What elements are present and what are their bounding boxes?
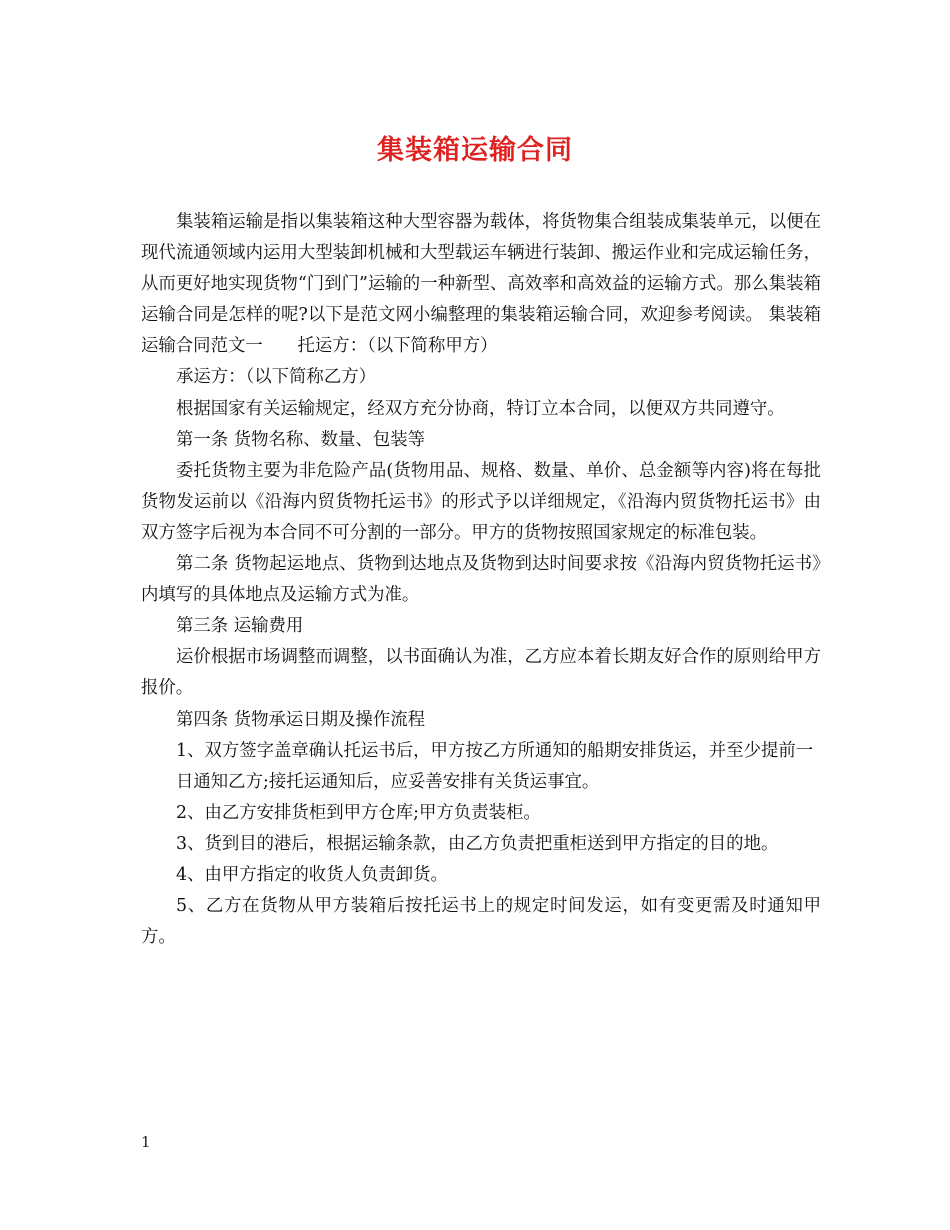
page-number: 1 [141,1133,151,1151]
article-3-body: 运价根据市场调整而调整，以书面确认为准，乙方应本着长期友好合作的原则给甲方报价。 [141,647,821,699]
paragraph-intro: 集装箱运输是指以集装箱这种大型容器为载体，将货物集合组装成集装单元，以便在现代流通领域内运用大型装卸机械和大型载运车辆进行装卸、搬运作业和完成运输任务，从而更好地实现货物“门到门”运输的一种新型、高效率和高效益的运输方式。那么集装箱运输合同是怎样的呢?以下是范文网小编整理的集装箱运输合同，欢迎参考阅读。 集装箱运输合同范文一 托运方：（以下简称甲方） [141,212,821,357]
article-4-item-2: 2、由乙方安排货柜到甲方仓库;甲方负责装柜。 [176,802,541,823]
article-4-heading: 第四条 货物承运日期及操作流程 [176,709,425,730]
paragraph-carrier: 承运方：（以下简称乙方） [176,367,376,388]
article-1-body: 委托货物主要为非危险产品(货物用品、规格、数量、单价、总金额等内容)将在每批货物发运前以《沿海内贸货物托运书》的形式予以详细规定，《沿海内贸货物托运书》由双方签字后视为本合同不可分割的一部分。甲方的货物按照国家规定的标准包装。 [141,460,821,543]
article-4-item-1: 1、双方签字盖章确认托运书后，甲方按乙方所通知的船期安排货运，并至少提前一 [176,740,814,761]
article-3-heading: 第三条 运输费用 [176,616,304,637]
article-4-item-5: 5、乙方在货物从甲方装箱后按托运书上的规定时间发运，如有变更需及时通知甲方。 [141,896,821,948]
article-4-item-3: 3、货到目的港后，根据运输条款，由乙方负责把重柜送到甲方指定的目的地。 [176,833,779,854]
document-body [141,207,821,953]
document-title: 集装箱运输合同 [377,135,573,166]
article-4-item-4: 4、由甲方指定的收货人负责卸货。 [176,864,448,885]
article-1-heading: 第一条 货物名称、数量、包装等 [176,429,425,450]
article-2-body: 第二条 货物起运地点、货物到达地点及货物到达时间要求按《沿海内贸货物托运书》内填写的具体地点及运输方式为准。 [141,554,821,606]
article-4-item-1-continued: 日通知乙方;接托运通知后，应妥善安排有关货运事宜。 [176,771,600,792]
paragraph-preamble: 根据国家有关运输规定，经双方充分协商，特订立本合同，以便双方共同遵守。 [176,398,785,419]
